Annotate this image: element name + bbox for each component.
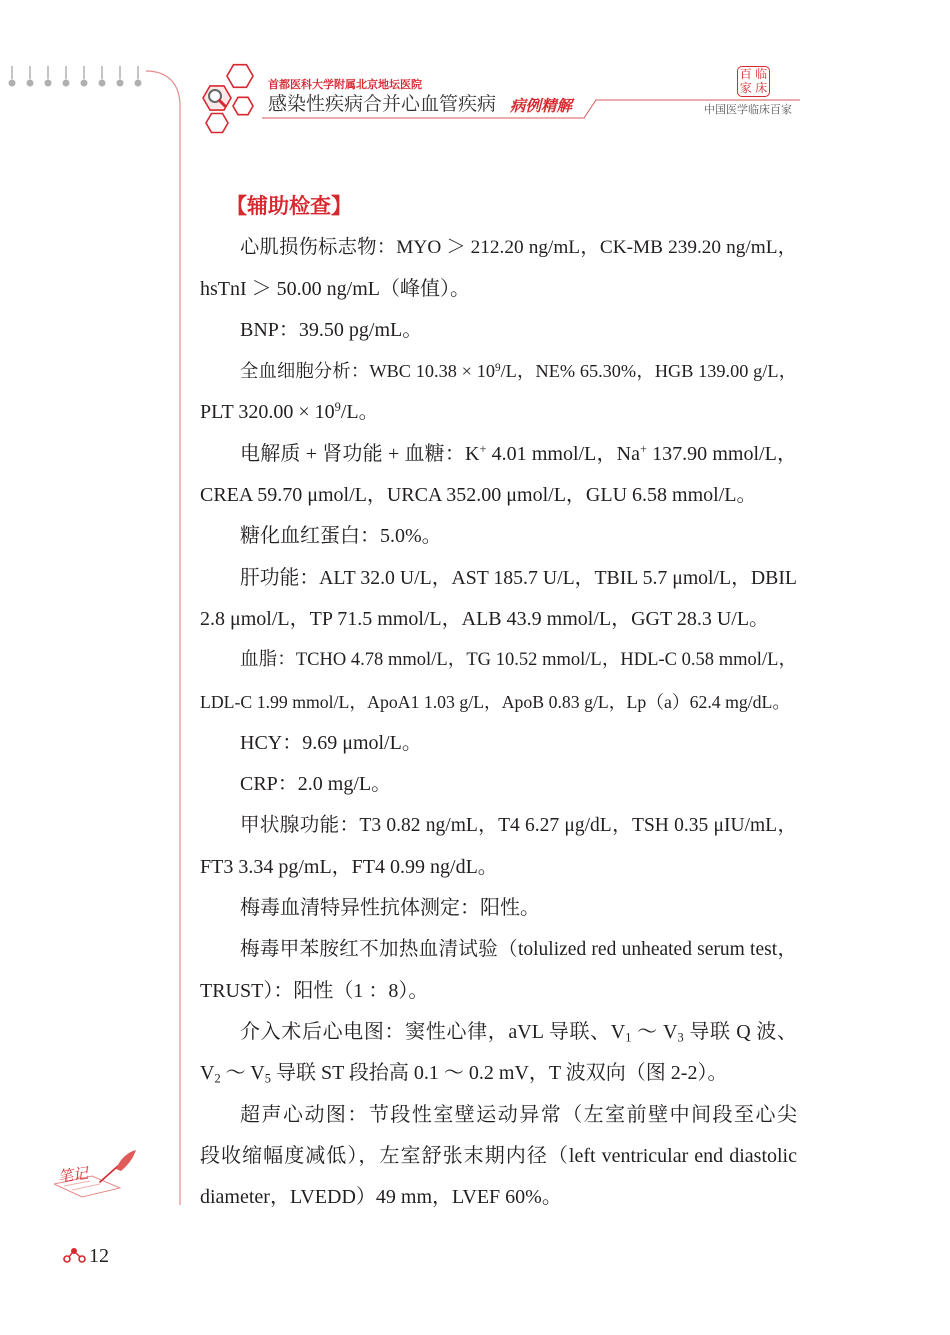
text-run: 电解质 + 肾功能 + 血糖：K [240,442,480,465]
body-line [200,1053,797,1094]
paragraph-ecg [200,1012,797,1095]
logo-hexagon [227,65,253,88]
binding-pin [9,66,16,87]
page-body [200,186,797,1218]
body-line: TRUST）：阳性（1 ：8）。 [200,979,429,1002]
hospital-name: 首都医科大学附属北京地坛医院 [268,79,422,91]
paragraph-echocardiogram [200,1095,797,1219]
body-line [200,434,797,475]
subscript: 2 [214,1071,221,1086]
binding-pin [135,66,142,87]
body-line: HCY：9.69 μmol/L。 [240,731,422,754]
binding-pin [99,66,106,87]
body-line: FT3 3.34 pg/mL，FT4 0.99 ng/dL。 [200,855,498,878]
paragraph-liver-function [200,558,797,641]
paragraph-myocardial-markers [200,227,797,310]
text-run: 介入术后心电图：窦性心律，aVL 导联、V [240,1020,626,1043]
binding-pin [63,66,70,87]
hexagon-logo-icon [195,60,259,136]
text-run: V [200,1062,215,1085]
body-line [200,351,797,392]
binding-pin [117,66,124,87]
body-line: hsTnI ＞ 50.00 ng/mL（峰值）。 [200,277,470,300]
paragraph-blood-count [200,351,797,434]
text-run: /L，NE% 65.30%，HGB 139.00 g/L， [500,361,797,382]
body-line: 肝功能：ALT 32.0 U/L，AST 185.7 U/L，TBIL 5.7 μmol/L，DBIL [240,566,797,589]
text-run: 全血细胞分析：WBC 10.38 × 10 [240,361,495,382]
text-run: /L。 [340,401,379,424]
logo-hexagon [233,97,253,114]
seal-char: 临 [755,66,768,81]
body-line [200,1012,797,1053]
body-line: 血脂：TCHO 4.78 mmol/L，TG 10.52 mmol/L，HDL-C 0.58 mmol/L， [240,650,797,671]
body-line: 心肌损伤标志物：MYO ＞ 212.20 ng/mL，CK-MB 239.20 ng/mL， [240,237,797,259]
text-run: 导联 ST 段抬高 0.1 ～ 0.2 mV，T 波双向（图 2-2）。 [270,1062,728,1085]
book-title: 感染性疾病合并心血管疾病 [268,94,497,115]
paragraph-syphilis-antibody [200,888,797,929]
binding-pin [45,66,52,87]
subscript: 5 [264,1071,271,1086]
superscript: + [639,441,647,456]
series-tag: 病例精解 [510,98,573,115]
body-line: 甲状腺功能：T3 0.82 ng/mL，T4 6.27 μg/dL，TSH 0.35 μIU/mL， [240,815,797,837]
body-line: 段收缩幅度减低），左室舒张末期内径（left ventricular end diastolic [200,1144,797,1167]
body-line: diameter，LVEDD）49 mm，LVEF 60%。 [200,1186,562,1209]
paragraph-electrolytes [200,434,797,517]
superscript: + [479,441,487,456]
body-line: 梅毒甲苯胺红不加热血清试验（tolulized red unheated serum test， [240,939,797,961]
body-line: 2.8 μmol/L，TP 71.5 mmol/L，ALB 43.9 mmol/L，GGT 28.3 U/L。 [200,607,770,630]
margin-rule [146,71,180,1205]
binding-pin [27,66,34,87]
seal-char: 百 [739,66,752,81]
subscript: 3 [677,1030,684,1045]
paragraph-crp [200,764,797,805]
notes-paper-line [72,1184,100,1190]
brand-name: 中国医学临床百家 [704,104,792,116]
body-line: LDL-C 1.99 mmol/L，ApoA1 1.03 g/L，ApoB 0.83 g/L，Lp（a）62.4 mg/dL。 [200,691,791,712]
logo-hexagon [206,114,228,133]
paragraph-thyroid [200,805,797,888]
superscript: 9 [334,400,341,415]
text-run: 137.90 mmol/L， [646,442,797,465]
paragraph-hcy [200,723,797,764]
text-run: ～ V [631,1020,678,1043]
body-line: 梅毒血清特异性抗体测定：阳性。 [240,897,540,920]
text-run: 4.01 mmol/L，Na [486,442,640,465]
section-heading: 【辅助检查】 [226,195,352,218]
paragraph-bnp [200,310,797,351]
molecule-icon [63,1246,87,1264]
subscript: 1 [625,1030,632,1045]
body-line: CREA 59.70 μmol/L，URCA 352.00 μmol/L，GLU 6.58 mmol/L。 [200,484,757,507]
body-line: 糖化血红蛋白：5.0%。 [240,525,442,548]
body-line [200,392,797,433]
text-run: 导联 Q 波、 [683,1020,797,1043]
seal-char: 床 [755,81,768,96]
binding-pins [9,66,142,87]
page-number: 12 [89,1245,109,1267]
text-run: ～ V [220,1062,265,1085]
brand-seal [737,66,770,97]
body-line: BNP：39.50 pg/mL。 [240,318,423,341]
notes-quill [116,1150,136,1171]
paragraph-trust [200,929,797,1012]
paragraph-hba1c [200,516,797,557]
seal-char: 家 [739,81,752,96]
text-run: PLT 320.00 × 10 [200,401,335,424]
body-line: 超声心动图：节段性室壁运动异常（左室前壁中间段至心尖 [240,1103,797,1126]
notes-label: 笔记 [56,1163,90,1187]
paragraph-lipids [200,640,797,723]
binding-pin [81,66,88,87]
superscript: 9 [494,361,501,374]
body-line: CRP：2.0 mg/L。 [240,773,392,796]
